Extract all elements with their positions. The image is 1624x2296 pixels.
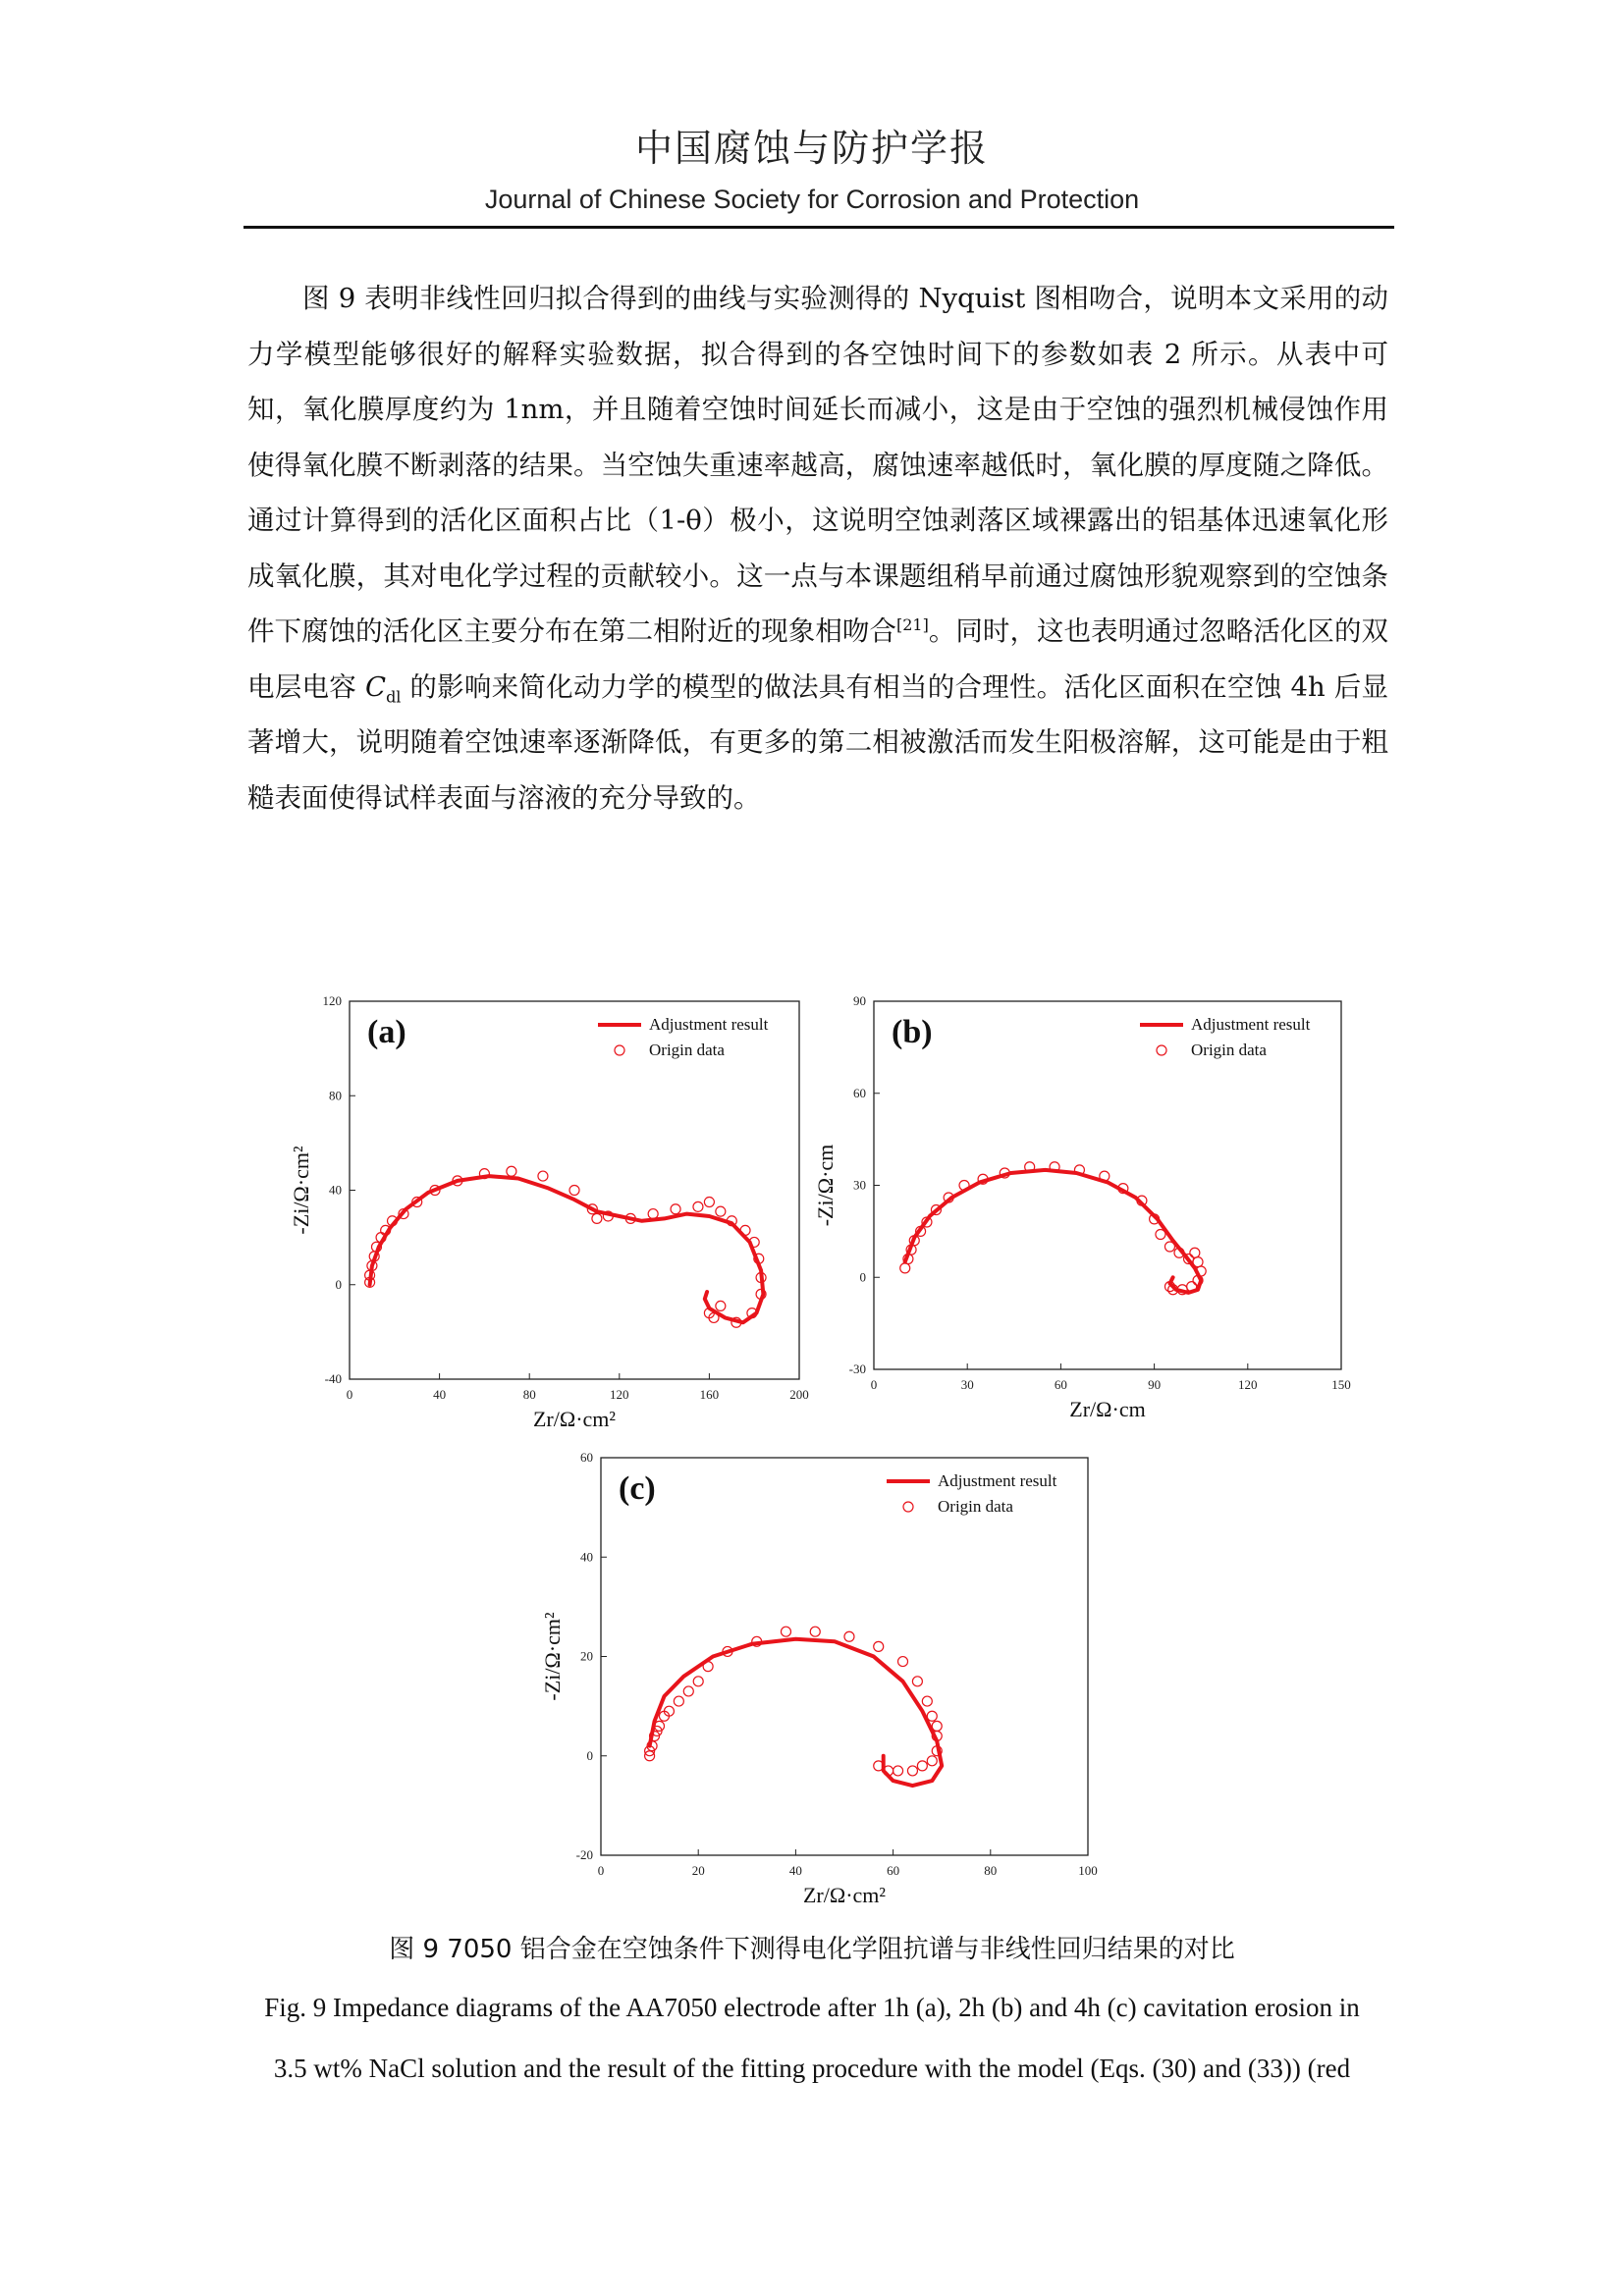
data-point [704, 1198, 714, 1207]
data-point [900, 1263, 910, 1273]
legend-marker-swatch [1157, 1045, 1166, 1055]
plot-frame [874, 1001, 1341, 1369]
data-point [740, 1225, 750, 1235]
data-point [592, 1213, 602, 1223]
y-tick-label: 0 [335, 1276, 342, 1292]
data-point [927, 1756, 937, 1766]
citation-ref[interactable]: [21] [895, 614, 929, 634]
data-point [538, 1171, 548, 1181]
data-point [932, 1721, 942, 1731]
data-point [893, 1766, 903, 1776]
data-point [917, 1761, 927, 1771]
y-tick-label: -20 [575, 1847, 593, 1862]
x-tick-label: 200 [789, 1387, 809, 1402]
x-tick-label: 150 [1331, 1377, 1351, 1392]
figure-panel-c [530, 1448, 1119, 1929]
panel-label: (c) [619, 1470, 656, 1507]
text-run-3: 的影响来简化动力学的模型的做法具有相当的合理性。活化区面积在空蚀 4h 后显著增大，说明随着空蚀速率逐渐降低，有更多的第二相被激活而发生阳极溶解，这可能是由于粗糙表面使得试样表面与溶液的充分导致的。 [247, 670, 1388, 814]
legend-label: Origin data [1191, 1041, 1267, 1059]
x-tick-label: 0 [346, 1387, 353, 1402]
legend-label: Origin data [938, 1497, 1013, 1516]
figure-panel-a [289, 991, 844, 1433]
legend-label: Adjustment result [649, 1015, 769, 1034]
data-point [1156, 1230, 1165, 1240]
x-tick-label: 90 [1148, 1377, 1162, 1392]
paragraph [247, 271, 1388, 826]
y-axis-label: -Zi/Ω·cm² [540, 1612, 565, 1701]
journal-title-en: Journal of Chinese Society for Corrosion and Protection [484, 185, 1140, 214]
data-point [810, 1627, 820, 1636]
data-point [716, 1301, 726, 1310]
data-point [907, 1766, 917, 1776]
x-tick-label: 120 [610, 1387, 629, 1402]
data-point [781, 1627, 790, 1636]
x-axis-label: Zr/Ω·cm² [802, 1883, 887, 1907]
y-tick-label: 20 [580, 1648, 593, 1664]
y-tick-label: 60 [853, 1085, 866, 1100]
data-point [922, 1696, 932, 1706]
plot-frame [601, 1458, 1088, 1855]
data-point [648, 1209, 658, 1219]
nyquist-chart-a [289, 991, 844, 1433]
data-point [927, 1711, 937, 1721]
text-run-2: 。同时，这也表明通过忽略活化区的双电层电容 [247, 615, 1388, 703]
x-tick-label: 0 [870, 1377, 878, 1392]
x-tick-label: 160 [699, 1387, 720, 1402]
y-tick-label: 40 [329, 1182, 342, 1198]
x-tick-label: 0 [597, 1863, 605, 1878]
data-point [693, 1677, 703, 1686]
legend-marker-swatch [615, 1045, 624, 1055]
journal-title-cn: 中国腐蚀与防护学报 [634, 127, 989, 170]
text-run-1: 图 9 表明非线性回归拟合得到的曲线与实验测得的 Nyquist 图相吻合，说明本文采用的动力学模型能够很好的解释实验数据，拟合得到的各空蚀时间下的参数如表 2 所示。从表中可知，氧化膜厚度约为 1nm，并且随着空蚀时间延长而减小，这是由于空蚀的强烈机械侵蚀作用使得氧化膜不断剥落的结果。当空蚀失重速率越高，腐蚀速率越低时，氧化膜的厚度随之降低。通过计算得到的活化区面积占比（1-θ）极小，这说明空蚀剥落区域裸露出的铝基体迅速氧化形成氧化膜，其对电化学过程的贡献较小。这一点与本课题组稍早前通过腐蚀形貌观察到的空蚀条件下腐蚀的活化区主要分布在第二相附近的现象相吻合 [247, 283, 1388, 647]
x-tick-label: 60 [1054, 1377, 1067, 1392]
data-point [874, 1641, 884, 1651]
data-point [674, 1696, 683, 1706]
data-point [683, 1686, 693, 1696]
data-point [844, 1631, 854, 1641]
data-point [507, 1166, 516, 1176]
data-point [703, 1662, 713, 1672]
data-point [1164, 1242, 1174, 1252]
cdl-symbol: C [365, 670, 387, 703]
data-point [898, 1657, 908, 1667]
x-tick-label: 80 [984, 1863, 998, 1878]
x-axis-label: Zr/Ω·cm² [532, 1407, 617, 1431]
x-tick-label: 40 [433, 1387, 447, 1402]
y-tick-label: -30 [848, 1362, 866, 1376]
panel-label: (b) [892, 1014, 933, 1050]
data-point [569, 1186, 579, 1196]
y-tick-label: -40 [324, 1371, 342, 1386]
x-tick-label: 100 [1078, 1863, 1098, 1878]
y-tick-label: 40 [580, 1549, 593, 1565]
y-tick-label: 30 [853, 1177, 866, 1193]
cdl-subscript: dl [386, 687, 402, 706]
data-point [1193, 1257, 1203, 1267]
legend-label: Origin data [649, 1041, 725, 1059]
y-tick-label: 0 [586, 1747, 593, 1763]
data-point [912, 1677, 922, 1686]
x-tick-label: 40 [788, 1863, 802, 1878]
panel-label: (a) [367, 1014, 406, 1050]
y-tick-label: 90 [853, 993, 866, 1008]
data-point [671, 1204, 680, 1214]
data-point [716, 1206, 726, 1216]
y-tick-label: 80 [329, 1088, 342, 1103]
data-point [1190, 1248, 1200, 1257]
x-tick-label: 60 [887, 1863, 900, 1878]
x-tick-label: 80 [522, 1387, 536, 1402]
y-tick-label: 120 [322, 993, 342, 1008]
figure-caption-en-line1: Fig. 9 Impedance diagrams of the AA7050 electrode after 1h (a), 2h (b) and 4h (c) cavitation erosion in [264, 1993, 1360, 2022]
figure-panel-b [813, 982, 1375, 1433]
x-tick-label: 20 [691, 1863, 705, 1878]
legend-label: Adjustment result [938, 1471, 1057, 1490]
nyquist-chart-c [530, 1448, 1119, 1929]
header-divider [244, 226, 1394, 229]
y-tick-label: 0 [859, 1269, 866, 1285]
y-axis-label: -Zi/Ω·cm² [289, 1146, 313, 1235]
figure-caption-en-line2: 3.5 wt% NaCl solution and the result of the fitting procedure with the model (Eqs. (30) and (33)) (red [273, 2054, 1351, 2083]
data-point [693, 1201, 703, 1211]
x-axis-label: Zr/Ω·cm [1069, 1397, 1146, 1421]
legend-label: Adjustment result [1191, 1015, 1311, 1034]
fit-curve [370, 1176, 764, 1322]
y-axis-label: -Zi/Ω·cm [813, 1144, 838, 1227]
body-paragraph [247, 271, 1388, 826]
y-tick-label: 60 [580, 1450, 593, 1465]
x-tick-label: 30 [960, 1377, 974, 1392]
x-tick-label: 120 [1238, 1377, 1258, 1392]
legend-marker-swatch [903, 1502, 913, 1512]
figure-caption-cn: 图 9 7050 铝合金在空蚀条件下测得电化学阻抗谱与非线性回归结果的对比 [389, 1935, 1235, 1964]
nyquist-chart-b [813, 982, 1375, 1433]
